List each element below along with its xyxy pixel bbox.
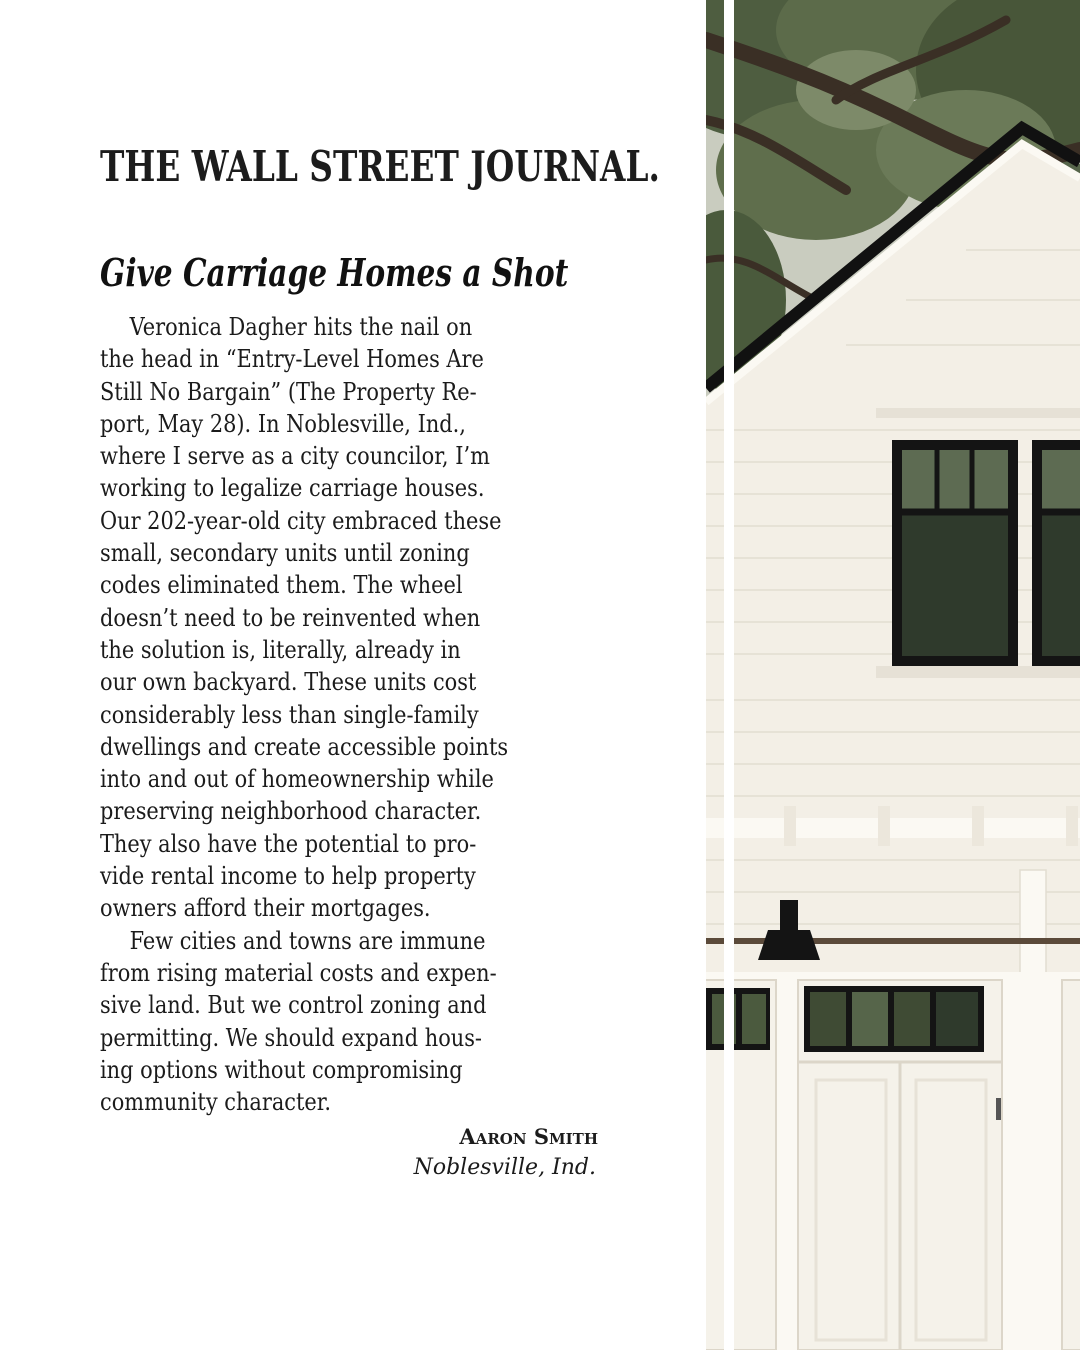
publication-masthead: THE WALL STREET JOURNAL. [100, 142, 660, 191]
window-sill [876, 666, 1080, 678]
body-line: community character. [100, 1088, 332, 1117]
body-line: considerably less than single-family [100, 700, 479, 729]
body-line: dwellings and create accessible points [100, 732, 509, 761]
body-line: doesn’t need to be reinvented when [100, 603, 481, 632]
author-name: Aaron Smith [459, 1124, 598, 1149]
body-line: owners afford their mortgages. [100, 894, 431, 923]
window-icon [892, 440, 1018, 666]
carriage-house-icon [706, 0, 1080, 1350]
body-line: codes eliminated them. The wheel [100, 571, 463, 600]
body-line: working to legalize carriage houses. [100, 474, 485, 503]
body-line: from rising material costs and expen- [100, 958, 497, 987]
window-header [876, 408, 1080, 418]
author-location: Noblesville, Ind. [413, 1155, 596, 1180]
pergola-beam [706, 818, 1080, 838]
body-line: They also have the potential to pro- [100, 829, 477, 858]
garage-door-edge [1062, 980, 1080, 1350]
body-line: the head in “Entry-Level Homes Are [100, 345, 484, 374]
carriage-house-photo [706, 0, 1080, 1350]
garage-door-icon [706, 980, 776, 1350]
body-line: Veronica Dagher hits the nail on [129, 313, 473, 341]
body-line: the solution is, literally, already in [100, 635, 461, 664]
window-icon [1032, 440, 1080, 666]
body-line: Still No Bargain” (The Property Re- [100, 377, 477, 406]
letter-headline: Give Carriage Homes a Shot [100, 250, 569, 295]
body-line: sive land. But we control zoning and [100, 991, 487, 1020]
body-line: small, secondary units until zoning [100, 539, 470, 568]
body-line: Our 202-year-old city embraced these [100, 506, 502, 535]
garage-door-icon [798, 980, 1002, 1350]
letter-body [100, 311, 569, 1118]
body-line: vide rental income to help property [100, 862, 476, 891]
body-line: permitting. We should expand hous- [100, 1023, 482, 1052]
light-rail [706, 938, 1080, 944]
body-line: ing options without compromising [100, 1055, 463, 1084]
body-line: Few cities and towns are immune [129, 926, 486, 955]
body-line: preserving neighborhood character. [100, 797, 482, 826]
body-line: into and out of homeownership while [100, 765, 494, 794]
divider-strip [724, 0, 734, 1350]
body-line: our own backyard. These units cost [100, 668, 477, 697]
body-line: where I serve as a city councilor, I’m [100, 442, 490, 471]
body-line: port, May 28). In Noblesville, Ind., [100, 409, 466, 438]
